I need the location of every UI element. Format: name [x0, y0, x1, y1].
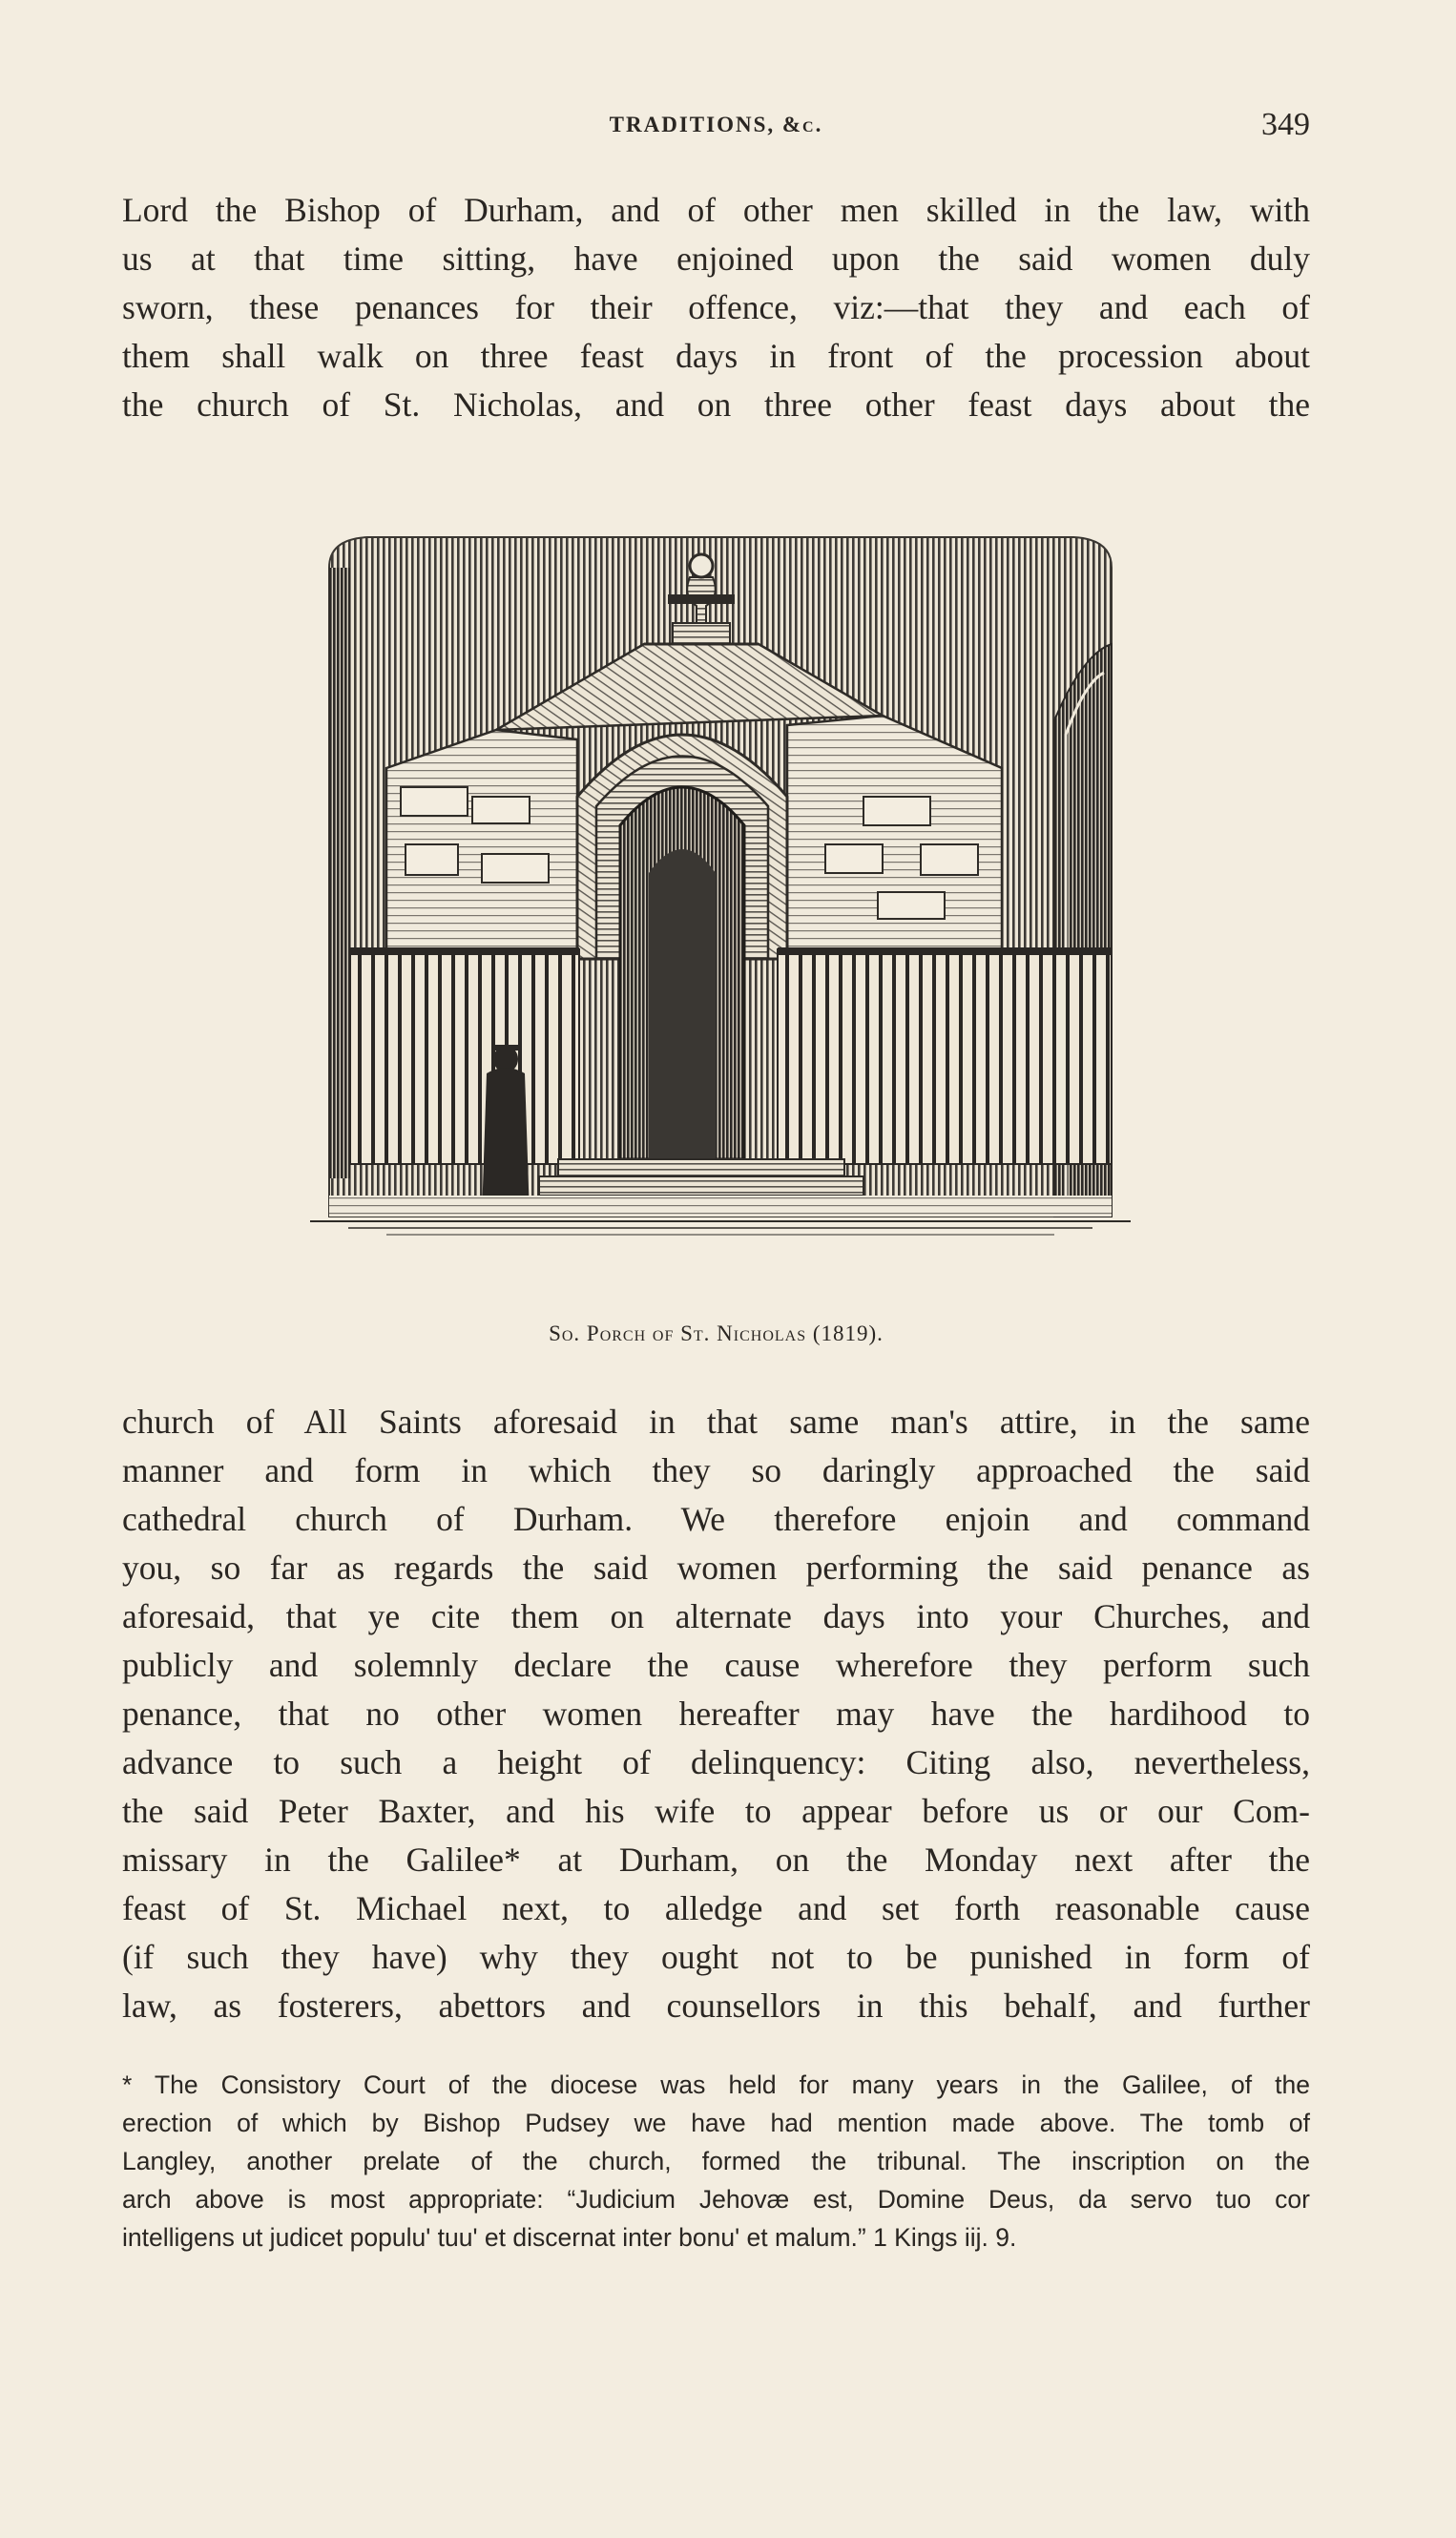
text-line: church of All Saints aforesaid in that same man's attire, in the same: [122, 1403, 1310, 1441]
text-line: the said Peter Baxter, and his wife to appear before us or our Com-: [122, 1792, 1310, 1830]
text-line: the church of St. Nicholas, and on three other feast days about the: [122, 385, 1310, 424]
footnote: [122, 2066, 1310, 2257]
text-line: them shall walk on three feast days in front of the procession about: [122, 337, 1310, 375]
text-line: advance to such a height of delinquency: Citing also, nevertheless,: [122, 1743, 1310, 1781]
text-line: us at that time sitting, have enjoined upon the said women duly: [122, 239, 1310, 278]
text-line: you, so far as regards the said women performing the said penance as: [122, 1549, 1310, 1587]
text-line: aforesaid, that ye cite them on alternate days into your Churches, and: [122, 1597, 1310, 1635]
figure-caption: So. Porch of St. Nicholas (1819).: [549, 1321, 884, 1345]
text-line: penance, that no other women hereafter may have the hardihood to: [122, 1695, 1310, 1733]
page-number: 349: [1261, 107, 1310, 142]
text-line: missary in the Galilee* at Durham, on the Monday next after the: [122, 1841, 1310, 1879]
text-line: manner and form in which they so daringly approached the said: [122, 1451, 1310, 1489]
running-title: TRADITIONS, &c.: [609, 113, 823, 136]
text-line: cathedral church of Durham. We therefore enjoin and command: [122, 1500, 1310, 1538]
porch-engraving: [291, 510, 1150, 1288]
footnote-line: Langley, another prelate of the church, formed the tribunal. The inscription on the: [122, 2147, 1310, 2175]
text-line: sworn, these penances for their offence, viz:—that they and each of: [122, 288, 1310, 326]
text-line: Lord the Bishop of Durham, and of other men skilled in the law, with: [122, 191, 1310, 229]
footnote-line: erection of which by Bishop Pudsey we have had mention made above. The tomb of: [122, 2109, 1310, 2137]
text-line: publicly and solemnly declare the cause wherefore they perform such: [122, 1646, 1310, 1684]
paragraph-bottom: [122, 1398, 1310, 2030]
text-line: law, as fosterers, abettors and counsellors in this behalf, and further: [122, 1987, 1310, 2025]
text-line: (if such they have) why they ought not to be punished in form of: [122, 1938, 1310, 1976]
text-line: feast of St. Michael next, to alledge and set forth reasonable cause: [122, 1889, 1310, 1927]
footnote-line: * The Consistory Court of the diocese was held for many years in the Galilee, of the: [122, 2070, 1310, 2099]
paragraph-top: [122, 186, 1310, 429]
footnote-line: intelligens ut judicet populu' tuu' et discernat inter bonu' et malum.” 1 Kings iij. 9.: [122, 2223, 1017, 2252]
footnote-line: arch above is most appropriate: “Judicium Jehovæ est, Domine Deus, da servo tuo cor: [122, 2185, 1310, 2214]
running-head: [122, 107, 1310, 145]
